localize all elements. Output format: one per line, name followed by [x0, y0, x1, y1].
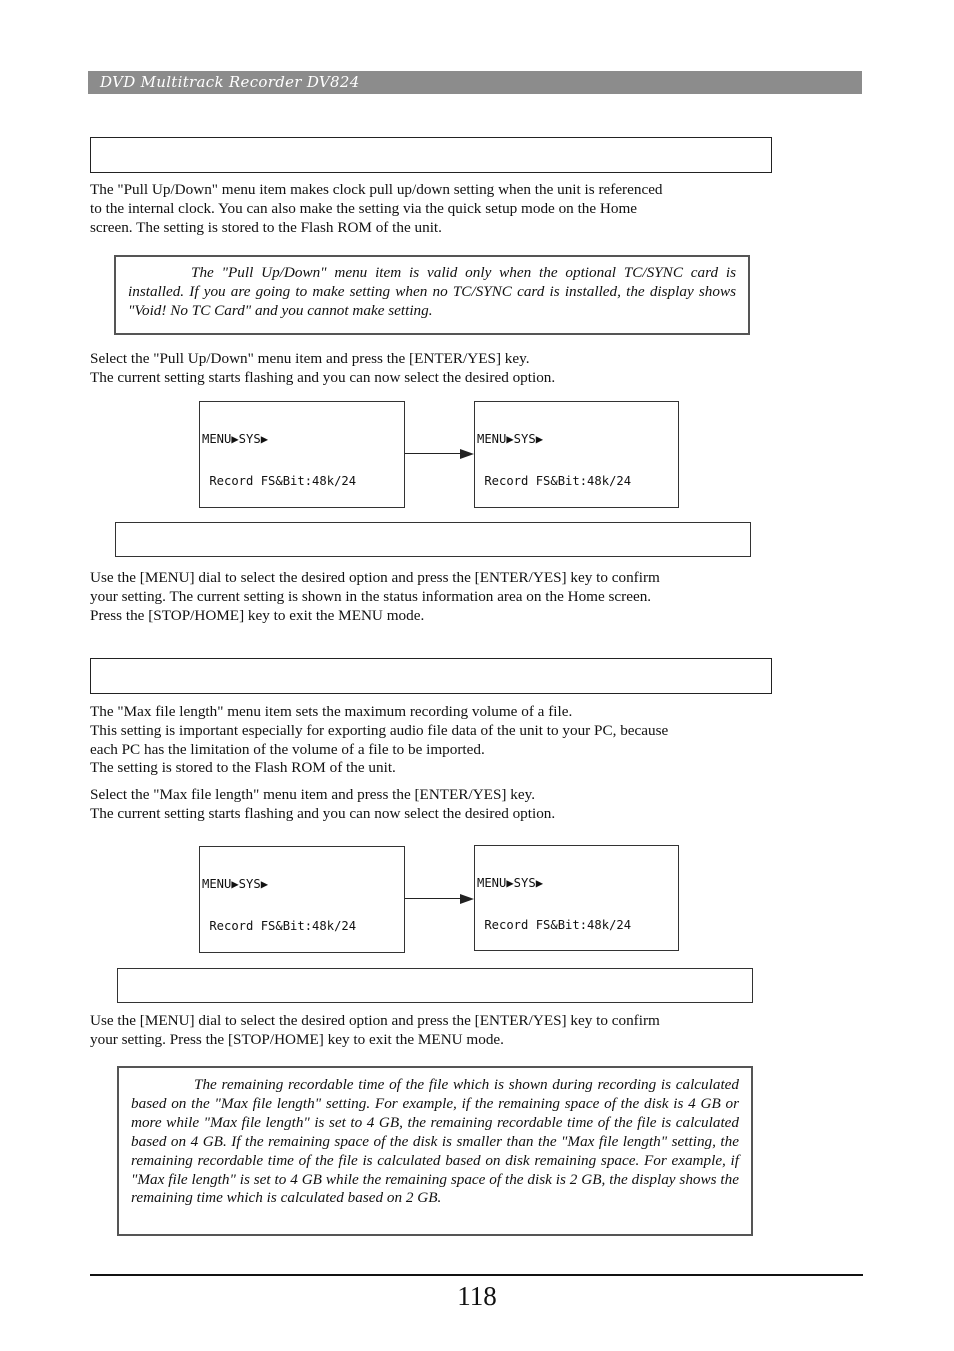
confirm-line: Press the [STOP/HOME] key to exit the MENU mode. [90, 606, 425, 624]
section-heading-box-max-file-length [90, 658, 772, 694]
options-box [115, 522, 751, 557]
confirm-line: your setting. Press the [STOP/HOME] key to exit the MENU mode. [90, 1030, 504, 1048]
lcd-line: Record FS&Bit:48k/24 [202, 474, 357, 489]
arrow-line [405, 453, 461, 454]
max-file-length-steps [90, 786, 774, 824]
lcd-screen-after [474, 401, 679, 508]
options-box [117, 968, 753, 1003]
note-text: The "Pull Up/Down" menu item is valid only when the optional TC/SYNC card is installed. If you are going to make setting when no TC/SYNC card is installed, the display shows "Void! No TC Card" and you cannot make setting. [128, 264, 736, 319]
note-text: The remaining recordable time of the file which is shown during recording is calculated based on the "Max file length" setting. For example, if the remaining space of the disk is 4 GB or more while "Max file length" is set to 4 GB, the remaining recordable time of the file is calculated based on 4 GB. If the remaining space of the disk is smaller than the "Max file length" setting, the remaining recordable time of the file is calculated based on disk remaining space. For example, if "Max file length" is set to 4 GB while the remaining space of the disk is 2 GB, the display shows the remaining time which is calculated based on 2 GB. [131, 1076, 739, 1207]
arrow-right-icon [460, 449, 474, 459]
lcd-title: MENU▶SYS▶ [477, 431, 544, 446]
max-file-length-confirm [90, 1012, 774, 1050]
intro-line: The "Pull Up/Down" menu item makes clock pull up/down setting when the unit is referenced [90, 181, 663, 198]
lcd-title: MENU▶SYS▶ [202, 876, 269, 891]
lcd-screen-after [474, 845, 679, 951]
lcd-title: MENU▶SYS▶ [477, 875, 544, 890]
arrow-right-icon [460, 894, 474, 904]
intro-line: The "Max file length" menu item sets the maximum recording volume of a file. [90, 703, 573, 720]
pull-up-down-steps [90, 350, 774, 388]
lcd-title: MENU▶SYS▶ [202, 431, 269, 446]
lcd-screen-before [199, 846, 405, 953]
confirm-line: Use the [MENU] dial to select the desired option and press the [ENTER/YES] key to confirm [90, 1012, 660, 1029]
arrow-line [405, 898, 461, 899]
step-line: Select the "Max file length" menu item and press the [ENTER/YES] key. [90, 786, 535, 803]
lcd-line: Record FS&Bit:48k/24 [477, 918, 632, 933]
confirm-line: Use the [MENU] dial to select the desired option and press the [ENTER/YES] key to confirm [90, 569, 660, 586]
lcd-line: Record FS&Bit:48k/24 [477, 474, 632, 489]
intro-line: each PC has the limitation of the volume of a file to be imported. [90, 740, 485, 758]
step-line: Select the "Pull Up/Down" menu item and press the [ENTER/YES] key. [90, 350, 530, 367]
lcd-screen-before [199, 401, 405, 508]
intro-line: screen. The setting is stored to the Flash ROM of the unit. [90, 218, 442, 236]
document-title: DVD Multitrack Recorder DV824 [100, 73, 360, 91]
intro-line: This setting is important especially for exporting audio file data of the unit to your PC, because [90, 721, 669, 739]
intro-line: The setting is stored to the Flash ROM of the unit. [90, 759, 396, 777]
pull-up-down-intro [90, 181, 774, 237]
footer-rule [90, 1274, 863, 1276]
section-heading-box-pull-up-down [90, 137, 772, 173]
confirm-line: your setting. The current setting is shown in the status information area on the Home screen. [90, 587, 652, 605]
pull-up-down-confirm [90, 569, 774, 625]
note-box-max-file-length [117, 1066, 753, 1236]
lcd-line: Record FS&Bit:48k/24 [202, 919, 357, 934]
intro-line: to the internal clock. You can also make the setting via the quick setup mode on the Home [90, 199, 638, 217]
max-file-length-intro [90, 703, 774, 778]
step-line: The current setting starts flashing and you can now select the desired option. [90, 804, 556, 822]
step-line: The current setting starts flashing and you can now select the desired option. [90, 368, 556, 386]
page-number: 118 [457, 1281, 497, 1311]
note-box-pull-up-down [114, 255, 750, 335]
